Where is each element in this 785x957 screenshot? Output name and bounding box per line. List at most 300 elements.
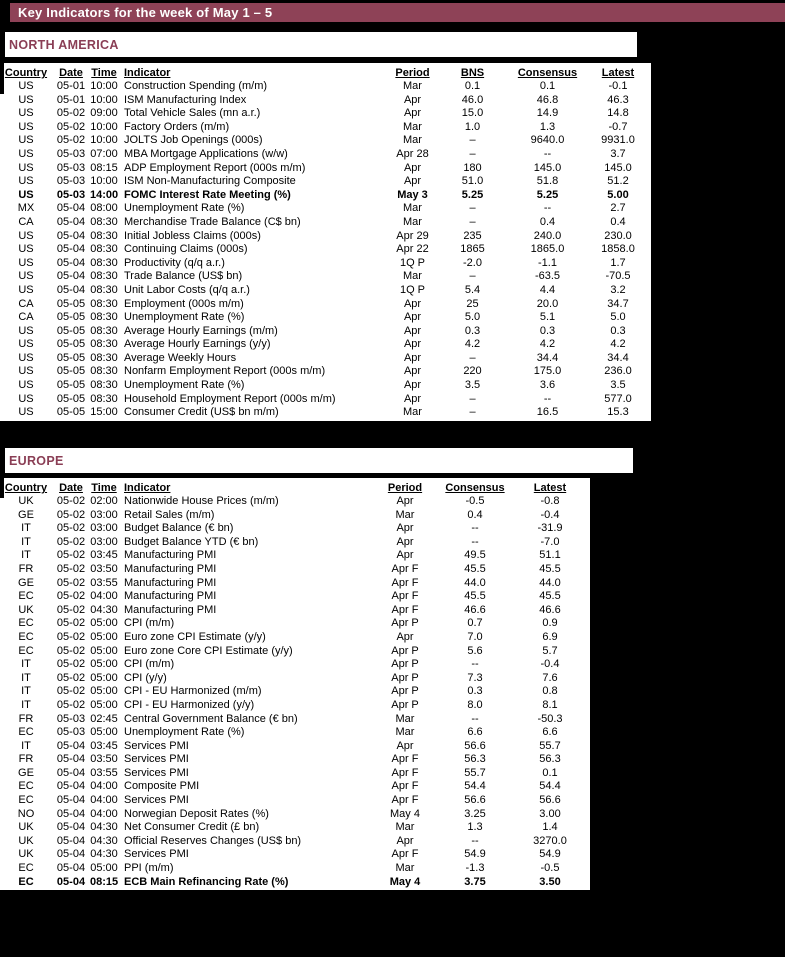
table-cell: US bbox=[18, 283, 34, 296]
table-cell: 05:00 bbox=[90, 671, 118, 684]
table-cell: 05-01 bbox=[56, 93, 86, 106]
table-cell: Average Hourly Earnings (y/y) bbox=[124, 338, 271, 351]
table-row bbox=[0, 536, 590, 550]
table-cell: -2.0 bbox=[463, 256, 482, 269]
table-cell: 05-04 bbox=[56, 243, 86, 256]
section-heading-label: EUROPE bbox=[9, 454, 64, 468]
table-cell: 7.3 bbox=[467, 671, 483, 684]
table-cell: 235 bbox=[463, 229, 482, 242]
table-cell: 05-03 bbox=[56, 188, 86, 201]
table-cell: 4.4 bbox=[539, 283, 556, 296]
table-cell: 03:50 bbox=[90, 753, 118, 766]
table-cell: 44.0 bbox=[539, 576, 561, 589]
table-cell: 1.3 bbox=[539, 120, 556, 133]
table-cell: 05-04 bbox=[56, 753, 86, 766]
table-cell: 03:00 bbox=[90, 535, 118, 548]
table-cell: ISM Manufacturing Index bbox=[124, 93, 247, 106]
table-cell: Unemployment Rate (%) bbox=[124, 726, 245, 739]
table-cell: CPI (y/y) bbox=[124, 671, 167, 684]
table-cell: -31.9 bbox=[537, 522, 563, 535]
table-cell: 03:45 bbox=[90, 549, 118, 562]
table-cell: 03:00 bbox=[90, 508, 118, 521]
table-cell: Manufacturing PMI bbox=[124, 603, 217, 616]
table-row bbox=[0, 862, 590, 876]
column-header: Consensus bbox=[517, 67, 578, 79]
table-cell: 0.1 bbox=[539, 80, 556, 92]
table-cell: 05:00 bbox=[90, 862, 118, 875]
table-cell: NO bbox=[17, 807, 35, 820]
table-row bbox=[0, 848, 590, 862]
table-cell: 05-05 bbox=[56, 351, 86, 364]
table-cell: Apr P bbox=[391, 617, 419, 630]
table-cell: Apr bbox=[403, 175, 422, 188]
table-cell: Apr bbox=[403, 107, 422, 120]
table-cell: 3.2 bbox=[610, 283, 626, 296]
table-cell: Apr P bbox=[391, 658, 419, 671]
table-cell: US bbox=[18, 324, 34, 337]
column-header: Latest bbox=[601, 67, 635, 79]
table-cell: 08:30 bbox=[90, 297, 118, 310]
table-row bbox=[0, 794, 590, 808]
table-cell: US bbox=[18, 243, 34, 256]
table-cell: 05-02 bbox=[56, 698, 86, 711]
table-cell: CA bbox=[18, 297, 34, 310]
table-cell: May 4 bbox=[389, 875, 421, 888]
table-row bbox=[0, 753, 590, 767]
table-cell: 05-05 bbox=[56, 406, 86, 419]
table-cell: 46.6 bbox=[464, 603, 486, 616]
table-cell: Mar bbox=[403, 120, 422, 133]
table-cell: 07:00 bbox=[90, 147, 118, 160]
table-cell: 05-05 bbox=[56, 311, 86, 324]
table-cell: 1.4 bbox=[542, 821, 558, 834]
table-cell: Services PMI bbox=[124, 753, 189, 766]
table-cell: EC bbox=[18, 862, 34, 875]
table-cell: 20.0 bbox=[536, 297, 559, 310]
table-row bbox=[0, 876, 590, 890]
table-cell: Mar bbox=[395, 726, 415, 739]
table-cell: Mar bbox=[395, 821, 415, 834]
table-cell: Apr 29 bbox=[396, 229, 429, 242]
table-cell: Continuing Claims (000s) bbox=[124, 243, 248, 256]
table-cell: 34.4 bbox=[607, 351, 629, 364]
table-cell: 45.5 bbox=[539, 590, 561, 603]
table-cell: US bbox=[18, 351, 34, 364]
table-cell: GE bbox=[18, 508, 34, 521]
table-cell: 05-04 bbox=[56, 283, 86, 296]
table-cell: Apr F bbox=[391, 603, 419, 616]
column-header: BNS bbox=[460, 67, 485, 79]
table-row bbox=[0, 522, 590, 536]
table-cell: Apr bbox=[403, 338, 422, 351]
table-cell: Total Vehicle Sales (mn a.r.) bbox=[124, 107, 261, 120]
table-cell: 05-04 bbox=[56, 270, 86, 283]
table-cell: 08:30 bbox=[90, 365, 118, 378]
table-cell: 51.2 bbox=[607, 175, 629, 188]
table-cell: Central Government Balance (€ bn) bbox=[124, 712, 298, 725]
table-cell: 05-04 bbox=[56, 202, 86, 215]
table-cell: IT bbox=[21, 671, 31, 684]
table-cell: 10:00 bbox=[90, 80, 118, 92]
table-cell: Mar bbox=[403, 270, 422, 283]
table-cell: 05-02 bbox=[56, 617, 86, 630]
table-cell: IT bbox=[21, 535, 31, 548]
table-cell: EC bbox=[18, 617, 34, 630]
table-cell: US bbox=[18, 175, 34, 188]
table-cell: 05-05 bbox=[56, 379, 86, 392]
table-cell: – bbox=[469, 392, 476, 405]
table-cell: US bbox=[18, 93, 34, 106]
table-cell: 05-04 bbox=[56, 821, 86, 834]
table-cell: 08:30 bbox=[90, 324, 118, 337]
table-cell: Trade Balance (US$ bn) bbox=[124, 270, 243, 283]
table-cell: 04:00 bbox=[90, 807, 118, 820]
table-cell: 03:55 bbox=[90, 766, 118, 779]
table-cell: Official Reserves Changes (US$ bn) bbox=[124, 834, 302, 847]
table-edge-mark bbox=[0, 63, 4, 94]
table-cell: 05-04 bbox=[56, 766, 86, 779]
table-cell: EC bbox=[18, 590, 34, 603]
section-heading-europe bbox=[5, 448, 633, 473]
table-cell: 05:00 bbox=[90, 685, 118, 698]
table-cell: 3.5 bbox=[610, 379, 626, 392]
table-cell: Mar bbox=[403, 202, 422, 215]
table-row bbox=[0, 835, 590, 849]
table-cell: Household Employment Report (000s m/m) bbox=[124, 392, 336, 405]
table-cell: 54.9 bbox=[464, 848, 486, 861]
table-cell: CPI - EU Harmonized (y/y) bbox=[124, 698, 255, 711]
table-cell: 05-04 bbox=[56, 256, 86, 269]
table-cell: Mar bbox=[403, 215, 422, 228]
table-cell: 08:30 bbox=[90, 379, 118, 392]
table-row bbox=[0, 379, 651, 393]
table-row bbox=[0, 257, 651, 271]
table-cell: 0.1 bbox=[542, 766, 558, 779]
table-cell: Apr bbox=[396, 549, 414, 562]
table-cell: 3270.0 bbox=[533, 834, 567, 847]
table-cell: EC bbox=[18, 644, 34, 657]
table-row bbox=[0, 134, 651, 148]
table-cell: 0.8 bbox=[542, 685, 558, 698]
table-row bbox=[0, 298, 651, 312]
table-cell: 51.0 bbox=[461, 175, 484, 188]
table-cell: 02:00 bbox=[90, 495, 118, 507]
table-cell: US bbox=[18, 229, 34, 242]
table-cell: IT bbox=[21, 522, 31, 535]
table-cell: US bbox=[18, 188, 34, 201]
table-cell: 51.8 bbox=[536, 175, 559, 188]
table-row bbox=[0, 509, 590, 523]
table-cell: Apr P bbox=[391, 698, 419, 711]
table-cell: -0.5 bbox=[465, 495, 485, 507]
table-cell: Manufacturing PMI bbox=[124, 562, 217, 575]
table-cell: May 4 bbox=[390, 807, 420, 820]
table-cell: Average Weekly Hours bbox=[124, 351, 237, 364]
column-header: Country bbox=[4, 482, 48, 494]
table-cell: 05-02 bbox=[56, 134, 86, 147]
table-cell: 45.5 bbox=[464, 590, 486, 603]
table-cell: Apr F bbox=[391, 848, 419, 861]
table-row bbox=[0, 189, 651, 203]
table-row bbox=[0, 821, 590, 835]
table-cell: 56.6 bbox=[539, 794, 561, 807]
table-cell: 14:00 bbox=[90, 188, 118, 201]
table-cell: 05-02 bbox=[56, 685, 86, 698]
table-cell: 5.1 bbox=[539, 311, 556, 324]
table-cell: 05-03 bbox=[56, 175, 86, 188]
table-cell: FOMC Interest Rate Meeting (%) bbox=[124, 188, 291, 201]
table-cell: 05-04 bbox=[56, 862, 86, 875]
table-cell: 05-02 bbox=[56, 535, 86, 548]
table-cell: Apr F bbox=[391, 590, 419, 603]
table-cell: Productivity (q/q a.r.) bbox=[124, 256, 225, 269]
table-cell: 220 bbox=[463, 365, 482, 378]
table-cell: 05-03 bbox=[56, 712, 86, 725]
table-row bbox=[0, 338, 651, 352]
table-cell: 51.1 bbox=[539, 549, 561, 562]
table-cell: 05-02 bbox=[56, 590, 86, 603]
table-cell: IT bbox=[21, 658, 31, 671]
table-cell: 5.25 bbox=[461, 188, 484, 201]
table-cell: 05-04 bbox=[56, 807, 86, 820]
table-cell: Unemployment Rate (%) bbox=[124, 379, 245, 392]
table-cell: Merchandise Trade Balance (C$ bn) bbox=[124, 215, 301, 228]
table-cell: 0.7 bbox=[467, 617, 483, 630]
table-cell: 03:50 bbox=[90, 562, 118, 575]
table-row bbox=[0, 604, 590, 618]
table-row bbox=[0, 175, 651, 189]
table-cell: 05-02 bbox=[56, 107, 86, 120]
table-cell: 05:00 bbox=[90, 658, 118, 671]
table-cell: Apr 28 bbox=[396, 147, 429, 160]
table-cell: 05-04 bbox=[56, 834, 86, 847]
table-cell: 1.3 bbox=[467, 821, 483, 834]
table-cell: 0.1 bbox=[464, 80, 481, 92]
table-cell: 04:30 bbox=[90, 848, 118, 861]
table-cell: 4.2 bbox=[464, 338, 481, 351]
table-cell: 230.0 bbox=[604, 229, 632, 242]
table-cell: 05-04 bbox=[56, 229, 86, 242]
table-cell: 04:30 bbox=[90, 834, 118, 847]
table-cell: -50.3 bbox=[537, 712, 563, 725]
table-cell: 1858.0 bbox=[601, 243, 635, 256]
table-cell: 10:00 bbox=[90, 175, 118, 188]
table-cell: 08:00 bbox=[90, 202, 118, 215]
table-cell: Apr bbox=[396, 739, 414, 752]
table-cell: 55.7 bbox=[464, 766, 486, 779]
table-cell: US bbox=[18, 161, 34, 174]
table-cell: 04:00 bbox=[90, 794, 118, 807]
table-cell: US bbox=[18, 147, 34, 160]
report-title: Key Indicators for the week of May 1 – 5 bbox=[18, 5, 273, 20]
table-cell: Unemployment Rate (%) bbox=[124, 311, 245, 324]
table-row bbox=[0, 406, 651, 420]
indicators-table-europe bbox=[0, 478, 590, 890]
table-cell: US bbox=[18, 107, 34, 120]
table-cell: 05-02 bbox=[56, 120, 86, 133]
table-cell: IT bbox=[21, 739, 31, 752]
table-cell: 0.3 bbox=[539, 324, 556, 337]
section-heading-north-america bbox=[5, 32, 637, 57]
table-cell: 03:45 bbox=[90, 739, 118, 752]
table-cell: -- bbox=[471, 535, 479, 548]
table-row bbox=[0, 121, 651, 135]
table-cell: Apr bbox=[396, 630, 414, 643]
table-row bbox=[0, 658, 590, 672]
table-cell: 5.7 bbox=[542, 644, 558, 657]
table-cell: 8.1 bbox=[542, 698, 558, 711]
table-cell: 56.6 bbox=[464, 739, 486, 752]
table-cell: Mar bbox=[403, 134, 422, 147]
table-cell: 46.8 bbox=[536, 93, 559, 106]
table-cell: 05-04 bbox=[56, 794, 86, 807]
table-cell: 05-04 bbox=[56, 739, 86, 752]
table-cell: 05-02 bbox=[56, 508, 86, 521]
table-row bbox=[0, 563, 590, 577]
table-cell: 03:55 bbox=[90, 576, 118, 589]
table-cell: 145.0 bbox=[533, 161, 562, 174]
column-header: Consensus bbox=[445, 482, 505, 494]
table-cell: 05-02 bbox=[56, 562, 86, 575]
table-body-north-america bbox=[0, 63, 651, 420]
table-cell: 175.0 bbox=[533, 365, 562, 378]
table-row bbox=[0, 107, 651, 121]
table-cell: UK bbox=[18, 834, 34, 847]
table-row bbox=[0, 645, 590, 659]
table-cell: 46.3 bbox=[607, 93, 629, 106]
table-cell: US bbox=[18, 392, 34, 405]
table-cell: 54.4 bbox=[464, 780, 486, 793]
table-cell: 56.3 bbox=[539, 753, 561, 766]
table-cell: 05-04 bbox=[56, 848, 86, 861]
table-cell: UK bbox=[18, 603, 34, 616]
table-cell: 15:00 bbox=[90, 406, 118, 419]
table-cell: 0.4 bbox=[467, 508, 483, 521]
table-cell: Apr bbox=[396, 834, 414, 847]
table-cell: Services PMI bbox=[124, 794, 189, 807]
table-cell: -7.0 bbox=[540, 535, 560, 548]
table-cell: CPI - EU Harmonized (m/m) bbox=[124, 685, 262, 698]
table-cell: US bbox=[18, 80, 34, 92]
table-cell: Apr F bbox=[391, 794, 419, 807]
table-cell: Services PMI bbox=[124, 739, 189, 752]
table-cell: -- bbox=[471, 522, 479, 535]
table-cell: Manufacturing PMI bbox=[124, 590, 217, 603]
table-cell: 05-05 bbox=[56, 324, 86, 337]
table-row bbox=[0, 270, 651, 284]
column-header: Time bbox=[91, 67, 117, 79]
table-cell: 3.6 bbox=[539, 379, 556, 392]
table-cell: 05:00 bbox=[90, 617, 118, 630]
table-cell: 4.2 bbox=[539, 338, 556, 351]
table-cell: -0.5 bbox=[540, 862, 560, 875]
table-row bbox=[0, 230, 651, 244]
table-cell: ISM Non-Manufacturing Composite bbox=[124, 175, 296, 188]
table-cell: 14.9 bbox=[536, 107, 559, 120]
table-cell: Apr bbox=[396, 522, 414, 535]
column-header: Indicator bbox=[124, 482, 171, 494]
table-row bbox=[0, 495, 590, 509]
table-cell: -0.4 bbox=[540, 658, 560, 671]
table-cell: -- bbox=[471, 834, 479, 847]
table-cell: 145.0 bbox=[604, 161, 632, 174]
table-cell: 3.7 bbox=[610, 147, 626, 160]
table-cell: Apr bbox=[403, 311, 422, 324]
table-cell: Apr P bbox=[391, 644, 419, 657]
table-row bbox=[0, 148, 651, 162]
table-cell: ECB Main Refinancing Rate (%) bbox=[124, 875, 289, 888]
table-cell: 05-01 bbox=[56, 80, 86, 92]
table-cell: – bbox=[469, 147, 476, 160]
table-cell: UK bbox=[18, 495, 34, 507]
table-row bbox=[0, 713, 590, 727]
table-cell: 54.4 bbox=[539, 780, 561, 793]
table-cell: 46.6 bbox=[539, 603, 561, 616]
table-cell: 05-04 bbox=[56, 215, 86, 228]
table-cell: 05-03 bbox=[56, 161, 86, 174]
table-cell: 5.0 bbox=[610, 311, 626, 324]
table-row bbox=[0, 631, 590, 645]
table-cell: Services PMI bbox=[124, 848, 189, 861]
table-cell: 14.8 bbox=[607, 107, 629, 120]
table-cell: 3.25 bbox=[464, 807, 486, 820]
table-cell: Composite PMI bbox=[124, 780, 200, 793]
table-cell: 04:00 bbox=[90, 780, 118, 793]
table-cell: 05-02 bbox=[56, 576, 86, 589]
table-cell: 05-02 bbox=[56, 522, 86, 535]
table-cell: May 3 bbox=[397, 188, 428, 201]
table-cell: 08:30 bbox=[90, 270, 118, 283]
table-cell: 34.7 bbox=[607, 297, 629, 310]
table-cell: JOLTS Job Openings (000s) bbox=[124, 134, 263, 147]
table-cell: 9640.0 bbox=[530, 134, 565, 147]
table-cell: 5.0 bbox=[464, 311, 481, 324]
table-cell: Retail Sales (m/m) bbox=[124, 508, 215, 521]
table-cell: 05-03 bbox=[56, 147, 86, 160]
table-cell: 08:30 bbox=[90, 283, 118, 296]
table-cell: 0.9 bbox=[542, 617, 558, 630]
table-cell: 46.0 bbox=[461, 93, 484, 106]
section-heading-label: NORTH AMERICA bbox=[9, 38, 119, 52]
table-cell: 0.4 bbox=[539, 215, 556, 228]
table-cell: 34.4 bbox=[536, 351, 559, 364]
table-row bbox=[0, 80, 651, 94]
table-cell: Apr F bbox=[391, 562, 419, 575]
table-cell: US bbox=[18, 120, 34, 133]
table-cell: Apr P bbox=[391, 671, 419, 684]
table-cell: 05-05 bbox=[56, 297, 86, 310]
table-row bbox=[0, 243, 651, 257]
table-cell: – bbox=[469, 134, 476, 147]
table-cell: Construction Spending (m/m) bbox=[124, 80, 268, 92]
table-cell: 49.5 bbox=[464, 549, 486, 562]
table-cell: -0.7 bbox=[608, 120, 628, 133]
table-cell: 9931.0 bbox=[601, 134, 635, 147]
table-cell: 180 bbox=[463, 161, 482, 174]
table-cell: 05-02 bbox=[56, 603, 86, 616]
table-cell: EC bbox=[18, 726, 34, 739]
table-cell: 1865 bbox=[460, 243, 485, 256]
table-cell: Euro zone CPI Estimate (y/y) bbox=[124, 630, 266, 643]
table-cell: Apr bbox=[403, 297, 422, 310]
table-cell: -0.1 bbox=[608, 80, 628, 92]
table-cell: Unit Labor Costs (q/q a.r.) bbox=[124, 283, 250, 296]
table-cell: CA bbox=[18, 311, 34, 324]
table-row bbox=[0, 162, 651, 176]
table-cell: Nonfarm Employment Report (000s m/m) bbox=[124, 365, 326, 378]
table-cell: Apr bbox=[403, 161, 422, 174]
table-cell: 05-05 bbox=[56, 365, 86, 378]
